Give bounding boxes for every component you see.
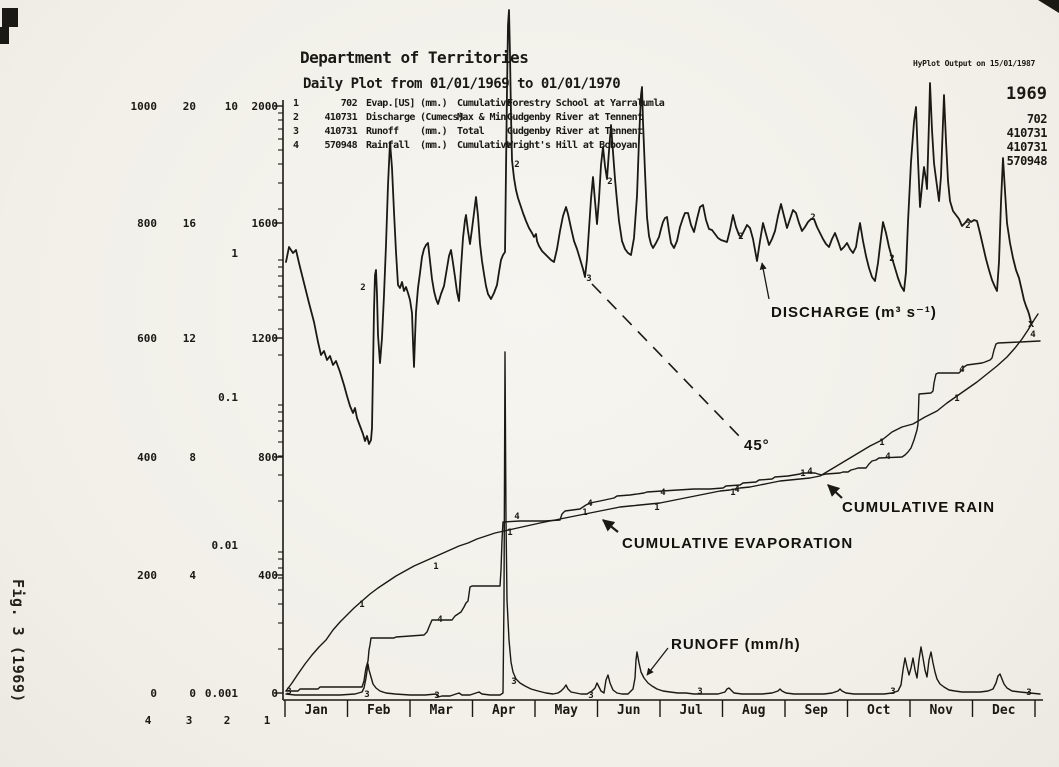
discharge-label: DISCHARGE (m³ s⁻¹) [771, 304, 937, 321]
legend-unit: (mm.) [420, 98, 448, 109]
discharge-series-marker: 2 [889, 254, 895, 264]
month-label: May [554, 703, 578, 718]
y-axis-label: 0 [150, 687, 157, 700]
legend-variable: Rainfall [366, 140, 410, 151]
legend-type: Cumulative [457, 140, 512, 151]
month-label: Oct [867, 703, 891, 718]
cumulative-rainfall-series-marker: 4 [734, 485, 740, 495]
month-label: Sep [804, 703, 828, 718]
cumulative-rainfall-series-marker: 4 [807, 467, 813, 477]
y-axis-label: 4 [189, 569, 196, 582]
y-axis-label: 8 [189, 451, 196, 464]
legend-station-id: 570948 [324, 140, 357, 151]
runoff-series-marker: 3 [697, 687, 703, 697]
cumulative-evaporation-series-marker: 1 [954, 394, 960, 404]
y-axis-label: 12 [182, 332, 196, 345]
y-axis-label: 400 [258, 569, 278, 582]
scan-corner-mark [2, 8, 18, 27]
discharge-series-marker: 2 [514, 160, 520, 170]
axis-series-number: 4 [144, 714, 152, 727]
cumulative-rainfall-series-marker: 4 [959, 365, 965, 375]
legend-unit: (Cumecs) [420, 112, 464, 123]
cumulative-evaporation-series-marker: 1 [879, 438, 885, 448]
cumulative-evaporation-series-marker: 1 [507, 528, 513, 538]
discharge-label-arrow [762, 263, 769, 299]
station-id-2: 410731 [1006, 126, 1047, 140]
legend-station: Gudgenby River at Tennent [507, 112, 643, 123]
legend-variable: Evap.[US] [366, 98, 415, 109]
y-axis-label: 1 [231, 247, 238, 260]
page-subtitle: Daily Plot from 01/01/1969 to 01/01/1970 [303, 76, 621, 92]
y-axis-label: 800 [258, 451, 278, 464]
runoff-series-marker: 3 [511, 677, 517, 687]
month-label: Apr [492, 703, 516, 718]
y-axis-label: 200 [137, 569, 157, 582]
legend-type: Total [457, 126, 485, 137]
reference-line-45deg [592, 284, 741, 438]
legend-variable: Discharge [366, 112, 415, 123]
discharge-series-marker: 2 [810, 213, 816, 223]
cumulative-evaporation-curve [286, 314, 1038, 691]
month-label: Jun [617, 703, 641, 718]
runoff-series-marker: 3 [890, 687, 896, 697]
y-axis-label: 16 [182, 217, 196, 230]
discharge-series-marker: 2 [607, 177, 613, 187]
cumulative-rainfall-series-marker: 4 [660, 488, 666, 498]
cumulative-evaporation-series-marker: 1 [433, 562, 439, 572]
cumulative-evaporation-series-marker: 1 [800, 469, 806, 479]
month-label: Aug [742, 703, 766, 718]
axis-series-number: 1 [263, 714, 271, 727]
y-axis-label: 1200 [251, 332, 278, 345]
scan-corner-mark [0, 27, 9, 44]
runoff-series-marker: 3 [364, 690, 370, 700]
y-axis-label: 20 [182, 100, 196, 113]
angle-45-label: 45° [744, 437, 770, 454]
legend-series-number: 3 [293, 126, 299, 137]
station-id-3: 410731 [1006, 140, 1047, 154]
y-axis-label: 800 [137, 217, 157, 230]
y-axis-label: 10 [224, 100, 238, 113]
output-note: HyPlot Output on 15/01/1987 [913, 59, 1035, 68]
y-axis-label: 1000 [130, 100, 157, 113]
legend-unit: (mm.) [420, 126, 448, 137]
legend-series-number: 2 [293, 112, 299, 123]
month-label: Mar [429, 703, 453, 718]
curve-digit-mark: 3 [586, 274, 592, 284]
runoff-series-marker: 3 [434, 691, 440, 701]
cumulative-evaporation-series-marker: 1 [582, 508, 588, 518]
runoff-series-marker: 3 [588, 691, 594, 701]
discharge-series-marker: 2 [738, 232, 744, 242]
y-axis-label: 0 [189, 687, 196, 700]
cumulative-rain-label-arrow [828, 485, 842, 498]
legend-station-id: 702 [340, 98, 357, 109]
runoff-series-marker: 3 [1026, 688, 1032, 698]
month-label: Dec [992, 703, 1016, 718]
discharge-curve [286, 10, 1031, 444]
runoff-label-arrow [647, 648, 668, 675]
cumulative-evaporation-series-marker: 1 [359, 600, 365, 610]
cumulative-evaporation-label: CUMULATIVE EVAPORATION [622, 535, 854, 552]
cumulative-rainfall-series-marker: 4 [587, 499, 593, 509]
legend-type: Max & Min [457, 112, 506, 123]
figure-caption: Fig. 3 (1969) [9, 579, 27, 703]
y-axis-label: 600 [137, 332, 157, 345]
y-axis-label: 0.1 [218, 391, 238, 404]
cumulative-rainfall-series-marker: 4 [885, 452, 891, 462]
cumulative-rain-label: CUMULATIVE RAIN [842, 499, 996, 516]
month-label: Jul [679, 703, 703, 718]
month-label: Feb [367, 703, 391, 718]
cumulative-rainfall-curve [286, 341, 1040, 691]
cumulative-evaporation-series-marker: 1 [654, 503, 660, 513]
runoff-series-marker: 3 [286, 687, 292, 697]
year-label: 1969 [1006, 84, 1047, 104]
y-axis-label: 400 [137, 451, 157, 464]
cumulative-rainfall-series-marker: 4 [514, 512, 520, 522]
legend-variable: Runoff [366, 126, 399, 137]
legend-station: Wright's Hill at Boboyan [507, 140, 638, 151]
cumulative-rainfall-series-marker: 4 [437, 615, 443, 625]
legend-series-number: 4 [293, 140, 299, 151]
legend-station-id: 410731 [324, 126, 357, 137]
y-axis-label: 0 [271, 687, 278, 700]
legend-station: Forestry School at Yarralumla [507, 98, 665, 109]
month-label: Jan [304, 703, 328, 718]
cumulative-evaporation-label-arrow [603, 520, 618, 532]
legend-series-number: 1 [293, 98, 299, 109]
legend-unit: (mm.) [420, 140, 448, 151]
y-axis-label: 0.01 [211, 539, 238, 552]
discharge-series-marker: 2 [965, 221, 971, 231]
legend-station-id: 410731 [324, 112, 357, 123]
station-id-1: 702 [1026, 112, 1047, 126]
axis-series-number: 3 [185, 714, 193, 727]
legend-station: Gudgenby River at Tennent [507, 126, 643, 137]
runoff-label: RUNOFF (mm/h) [671, 636, 801, 653]
cumulative-rainfall-series-marker: 4 [1030, 330, 1036, 340]
page-title: Department of Territories [300, 48, 529, 67]
legend-type: Cumulative [457, 98, 512, 109]
discharge-series-marker: 2 [360, 283, 366, 293]
runoff-curve [286, 352, 1040, 697]
scan-corner-mark [1038, 0, 1059, 13]
station-id-4: 570948 [1006, 154, 1047, 168]
cumulative-evaporation-series-marker: 1 [730, 488, 736, 498]
y-axis-label: 0.001 [204, 687, 238, 700]
y-axis-label: 1600 [251, 217, 278, 230]
discharge-end-mark: x [1027, 317, 1035, 330]
month-label: Nov [929, 703, 953, 718]
y-axis-label: 2000 [251, 100, 278, 113]
axis-series-number: 2 [223, 714, 231, 727]
